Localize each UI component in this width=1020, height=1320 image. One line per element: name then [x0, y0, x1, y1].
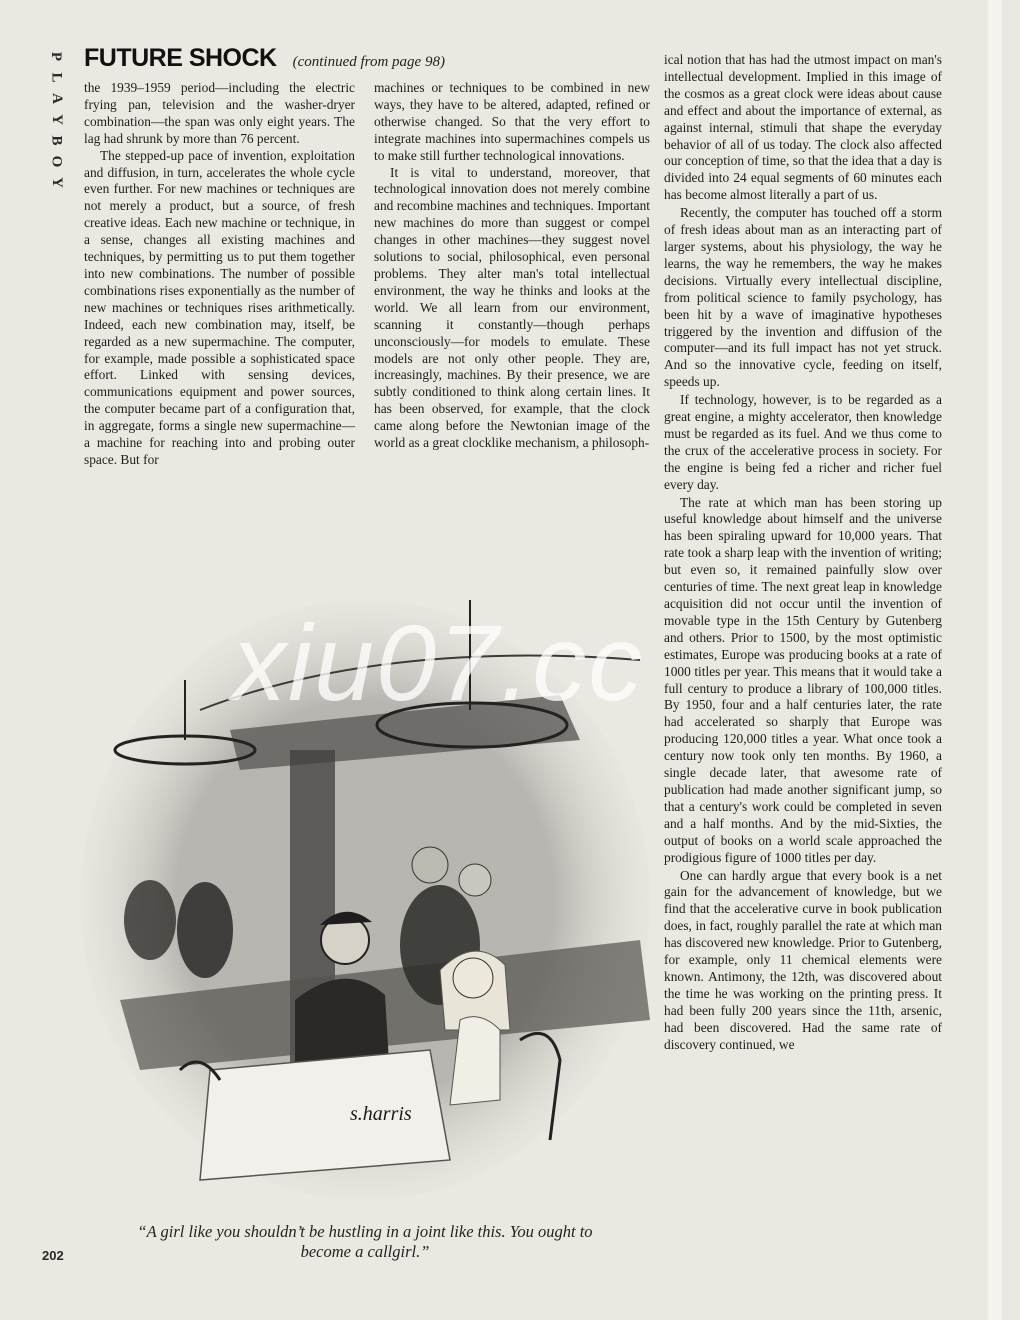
spine-letter: P	[48, 51, 65, 62]
cartoon-caption: “A girl like you shouldn’t be hustling in a joint like this. You ought to become a callgirl.”	[137, 1222, 593, 1261]
spine-letter: Y	[48, 177, 65, 188]
cartoon-signature: s.harris	[350, 1103, 412, 1125]
page-number: 202	[42, 1248, 64, 1263]
spine-letter: L	[48, 72, 65, 83]
paragraph: One can hardly argue that every book is a net gain for the advancement of knowledge, but we find that the accelerative curve in book publication does, in fact, roughly parallel the rate at which man has discovered new knowledge. Prior to Gutenberg, for example, only 11 chemical elements were known. Antimony, the 12th, was discovered about the time he was working on the printing press. It had been fully 200 years since the 11th, arsenic, had been discovered. Had the same rate of discovery continued, we	[664, 867, 942, 1052]
paragraph: The stepped-up pace of invention, exploitation and diffusion, in turn, accelerates the whole cycle even further. For new machines or techniques are not merely a product, but a source, of fresh creative ideas. Each new machine or technique, in a sense, changes all existing machines and techniques, by permitting us to put them together into new combinations. The number of possible combinations rises exponentially as the number of new machines or techniques rises arithmetically. Indeed, each new combination may, itself, be regarded as a new supermachine. The computer, for example, made possible a sophisticated space effort. Linked with sensing devices, communications equipment and power sources, the computer became part of a configuration that, in aggregate, forms a single new supermachine—a machine for reaching into and probing outer space. But for	[84, 147, 355, 467]
text-column-1	[84, 80, 355, 550]
paragraph: It is vital to understand, moreover, that technological innovation does not merely combine and recombine machines and techniques. Important new machines do more than suggest or compel changes in other machines—they suggest novel solutions to social, philosophical, even personal problems. They alter man's total intellectual environment, the way he thinks and looks at the world. We all learn from our environment, scanning it constantly—though perhaps unconsciously—for models to emulate. These models are not only other people. They are, increasingly, machines. By their presence, we are subtly conditioned to think along certain lines. It has been observed, for example, that the clock came along before the Newtonian image of the world as a great clocklike mechanism, a philosoph-	[374, 164, 650, 451]
article-title: FUTURE SHOCK	[84, 44, 277, 72]
spine-letter: O	[48, 155, 65, 168]
magazine-spine	[46, 46, 66, 193]
paragraph: The rate at which man has been storing up useful knowledge about himself and the universe has been spiraling upward for 10,000 years. That rate took a sharp leap with the invention of writing; but even so, it remained painfully slow over centuries of time. The next great leap in knowledge acquisition did not occur until the invention of movable type in the 15th Century by Gutenberg and others. Prior to 1500, by the most optimistic estimates, Europe was producing books at a rate of 1000 titles per year. This means that it would take a full century to produce a library of 100,000 titles. By 1950, four and a half centuries later, the rate had accelerated so sharply that Europe was producing 120,000 titles a year. What once took a century now took only ten months. By 1960, a single decade later, that awesome rate of publication had made another significant jump, so that a century's work could be completed in seven and a half months. And by the mid-Sixties, the output of books on a world scale approached the prodigious figure of 1000 titles per day.	[664, 494, 942, 865]
paragraph: machines or techniques to be combined in new ways, they have to be altered, adapted, refined or otherwise changed. So that the very effort to integrate machines into supermachines compels us to make still further technological innovations.	[374, 80, 650, 163]
paragraph: the 1939–1959 period—including the electric frying pan, television and the washer-dryer combination—the span was only eight years. The lag had shrunk by more than 76 percent.	[84, 80, 355, 146]
paragraph: Recently, the computer has touched off a storm of fresh ideas about man as an interacting part of larger systems, about his physiology, the way he learns, the way he remembers, the way he makes decisions. Virtually every intellectual discipline, from political science to family psychology, has been hit by a wave of imaginative hypotheses triggered by the invention and diffusion of the computer—and its full impact has not yet struck. And so the innovative cycle, feeding on itself, speeds up.	[664, 205, 942, 390]
paragraph: If technology, however, is to be regarded as a great engine, a mighty accelerator, then knowledge must be regarded as its fuel. And we thus come to the crux of the accelerative process in society. For the engine is being fed a richer and richer fuel every day.	[664, 392, 942, 492]
spine-letter: Y	[48, 114, 65, 125]
page-edge	[988, 0, 1002, 1320]
spine-letter: A	[48, 93, 65, 104]
paragraph: ical notion that has had the utmost impact on man's intellectual development. Implied in this image of the cosmos as a great clock were ideas about cause and effect and about the importance of external, as against internal, stimuli that shape the everyday behavior of all of us today. The clock also affected our conception of time, so that the idea that a day is divided into 24 equal segments of 60 minutes each has become almost literally a part of us.	[664, 52, 942, 203]
text-column-3	[664, 52, 942, 1270]
cartoon-illustration	[80, 600, 650, 1200]
article-header	[84, 44, 445, 73]
text-column-2	[374, 80, 650, 550]
watermark: xiu07.cc	[232, 602, 645, 723]
spine-letter: B	[48, 135, 65, 146]
continued-note: (continued from page 98)	[292, 54, 445, 70]
